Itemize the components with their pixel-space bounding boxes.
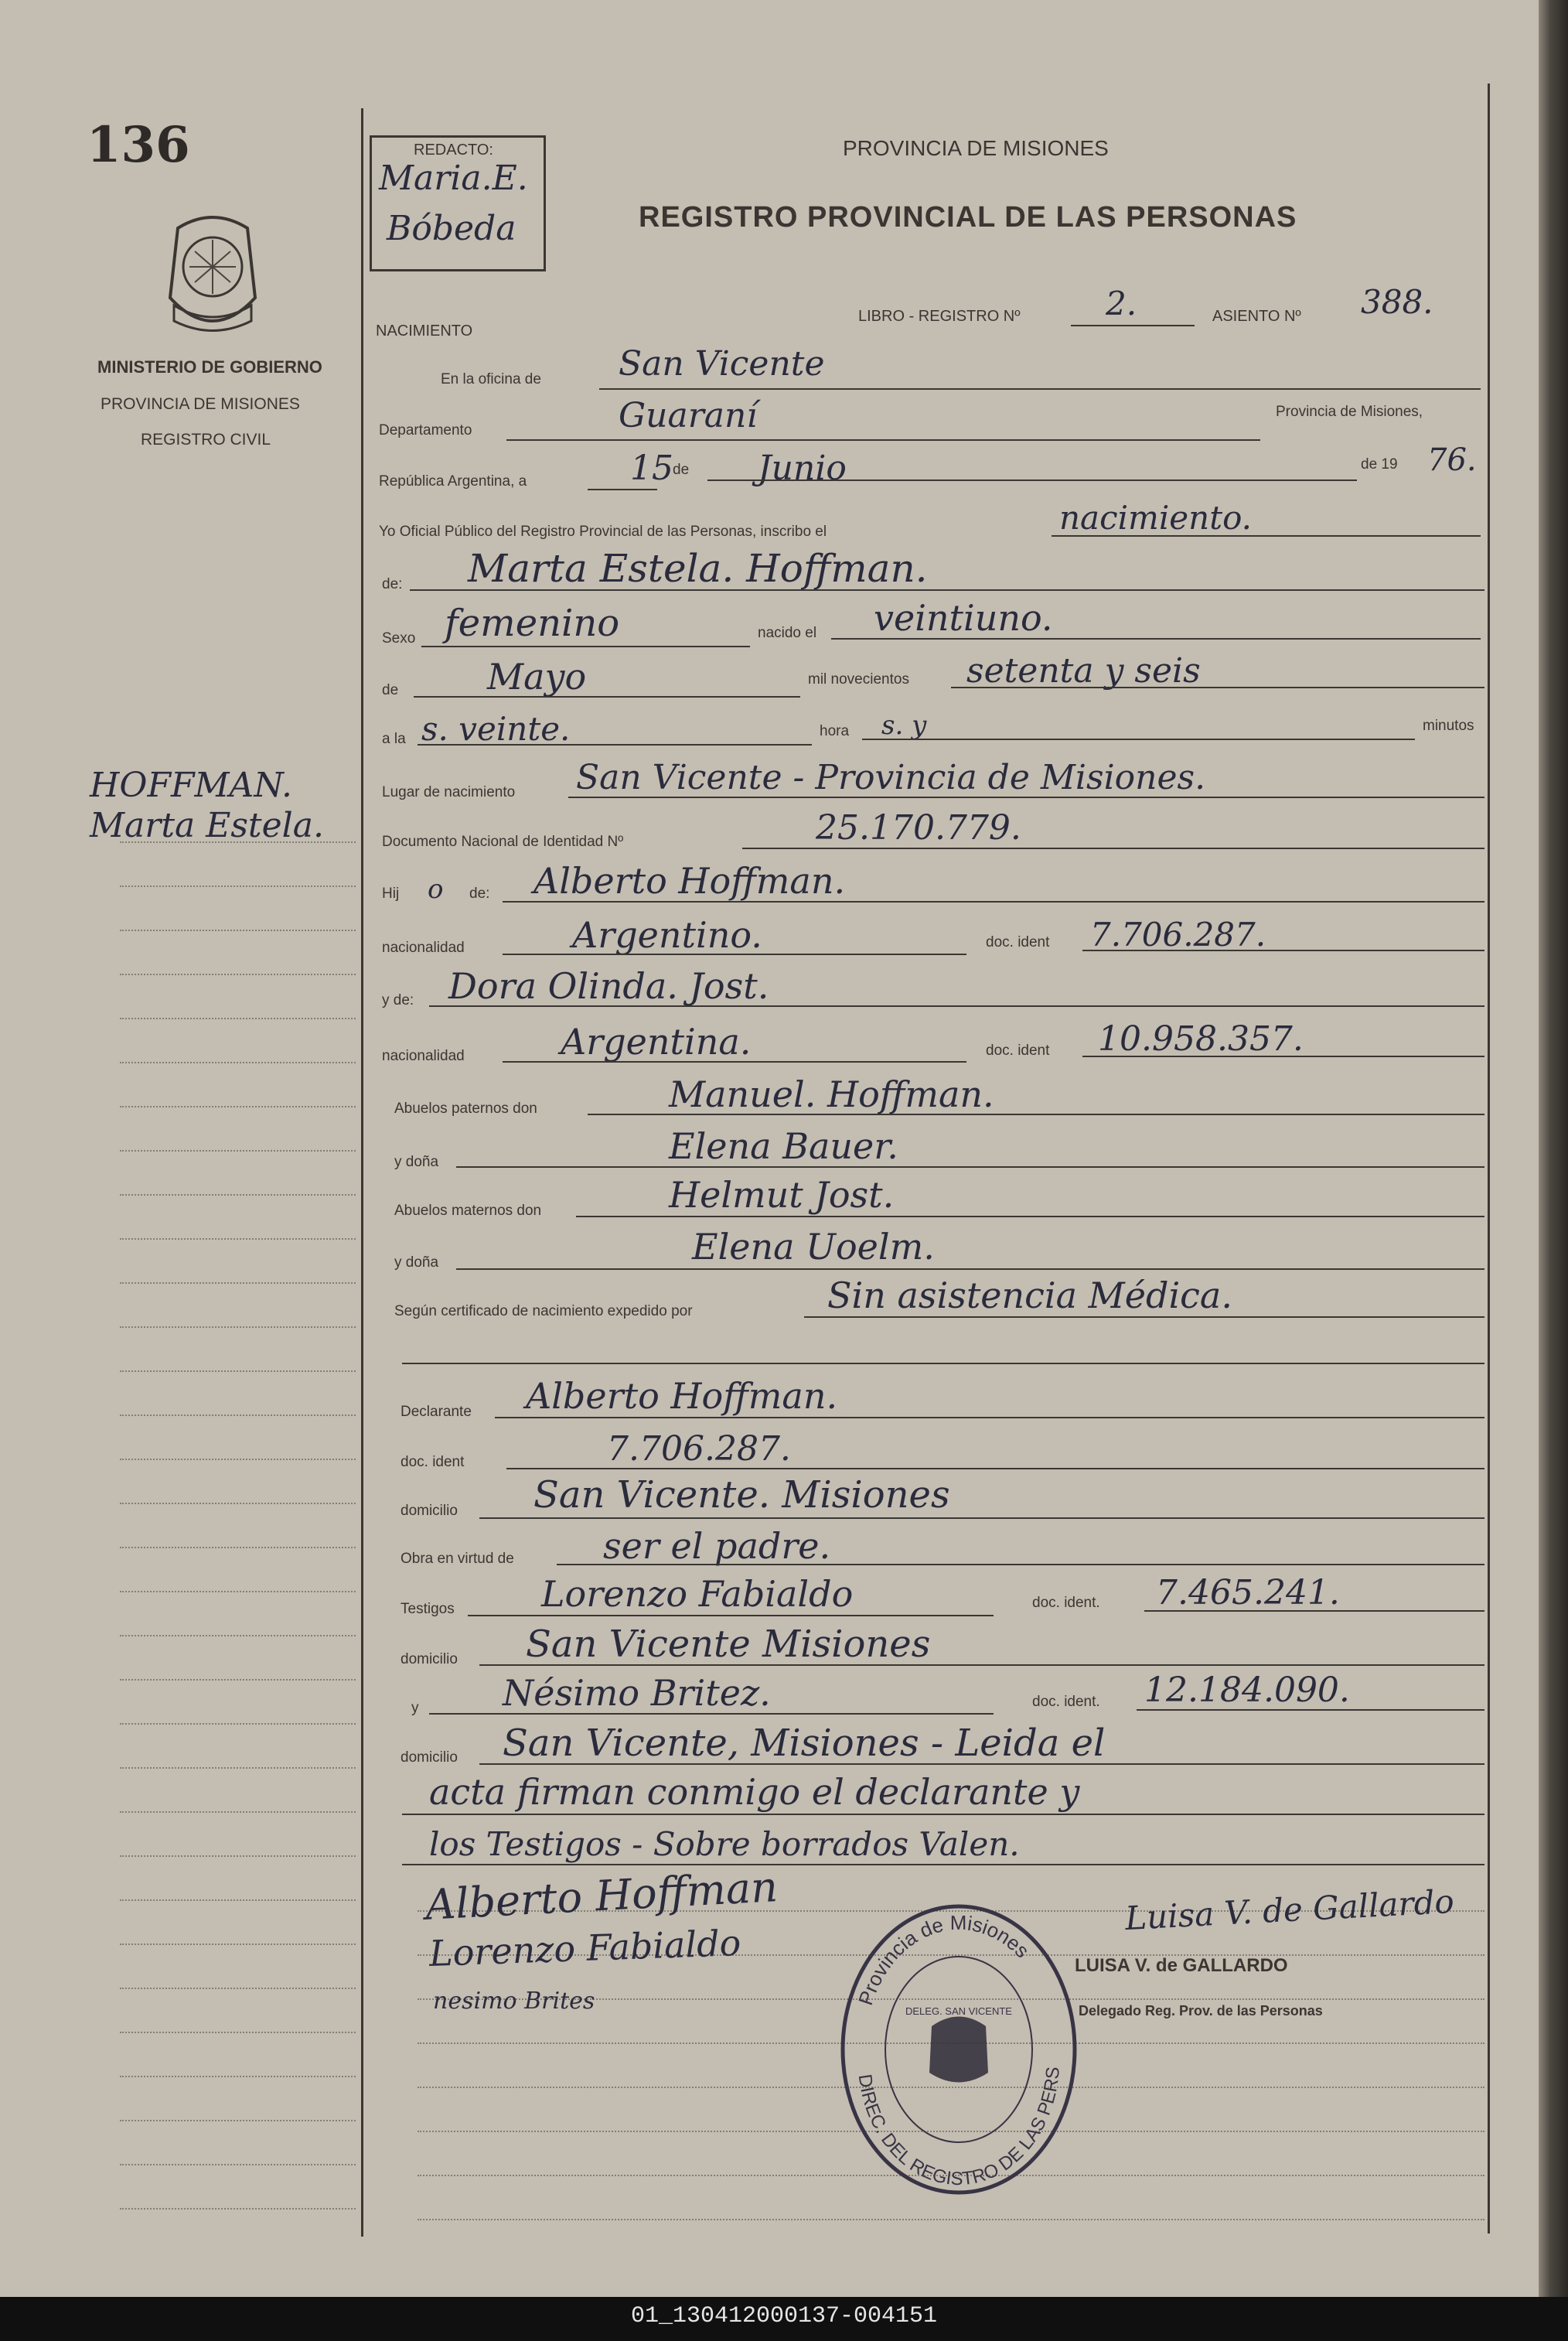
- margin-rule: [120, 1591, 356, 1592]
- declarante-doc-label: doc. ident: [401, 1454, 465, 1470]
- seal-text-inner: DELEG. SAN VICENTE: [905, 2005, 1012, 2017]
- obra-label: Obra en virtud de: [401, 1551, 514, 1567]
- lugar-label: Lugar de nacimiento: [382, 784, 516, 800]
- margin-rule: [120, 1326, 356, 1328]
- testigo-1-doc-value: 7.465.241.: [1156, 1573, 1340, 1612]
- margin-rule: [120, 1370, 356, 1372]
- margin-rule: [120, 2208, 356, 2210]
- hijo-label: Hij: [382, 886, 400, 902]
- margin-rule: [120, 1679, 356, 1681]
- margin-given-names: Marta Estela.: [90, 806, 324, 845]
- margin-rule: [120, 1635, 356, 1636]
- mes-nac-value: Mayo: [487, 656, 587, 698]
- margin-rule: [120, 2164, 356, 2165]
- a-las-value: s. veinte.: [421, 710, 571, 748]
- testigo-1-value: Lorenzo Fabialdo: [541, 1573, 854, 1615]
- seal-text-top: Provincia de Misiones: [854, 1910, 1035, 2008]
- testigo-2-value: Nésimo Britez.: [503, 1672, 771, 1714]
- sexo-label: Sexo: [382, 630, 416, 647]
- y-dona-1-label: y doña: [394, 1154, 439, 1170]
- nacionalidad-2-label: nacionalidad: [382, 1048, 465, 1064]
- margin-rule: [120, 1943, 356, 1945]
- margin-rule: [120, 1282, 356, 1284]
- de-label: de: [673, 462, 690, 478]
- declarante-doc-value: 7.706.287.: [607, 1429, 791, 1469]
- margin-rule: [120, 1238, 356, 1240]
- seal-text-bottom: DIREC. DEL REGISTRO DE LAS PERS: [854, 2066, 1064, 2190]
- certificado-label: Según certificado de nacimiento expedido por: [394, 1303, 693, 1319]
- domicilio-3-label: domicilio: [401, 1749, 458, 1766]
- testigo-2-doc-label: doc. ident.: [1032, 1694, 1100, 1710]
- footer-bar: [0, 2297, 1568, 2341]
- coat-of-arms-icon: [155, 213, 271, 344]
- dni-value: 25.170.779.: [816, 808, 1021, 848]
- de-nombre-label: de:: [382, 576, 403, 592]
- signature-declarante: Alberto Hoffman: [424, 1862, 779, 1930]
- page-edge: [1539, 0, 1568, 2297]
- libro-value: 2.: [1106, 285, 1137, 322]
- margin-rule: [120, 1414, 356, 1416]
- signature-testigo-1: Lorenzo Fabialdo: [428, 1921, 742, 1975]
- de-19-label: de 19: [1361, 456, 1398, 473]
- margin-rule: [120, 841, 356, 843]
- abuelos-paternos-value: Manuel. Hoffman.: [669, 1073, 994, 1115]
- page-number: 136: [87, 116, 190, 174]
- y-dona-2-label: y doña: [394, 1254, 439, 1271]
- signature-testigo-2: nesimo Brites: [433, 1988, 595, 2015]
- margin-rule: [120, 974, 356, 975]
- provincia-label: Provincia de Misiones,: [1276, 404, 1423, 420]
- domicilio-value: San Vicente. Misiones: [533, 1473, 950, 1517]
- doc-ident-1-value: 7.706.287.: [1090, 916, 1266, 954]
- oficina-label: En la oficina de: [441, 371, 541, 387]
- margin-rule: [120, 1811, 356, 1813]
- margin-rule: [120, 1018, 356, 1019]
- abuelos-maternos-label: Abuelos maternos don: [394, 1203, 542, 1219]
- departamento-value: Guaraní: [619, 396, 758, 435]
- anio-value: 76.: [1427, 442, 1477, 478]
- nacido-label: nacido el: [758, 625, 817, 641]
- margin-rule: [120, 2076, 356, 2077]
- nacido-value: veintiuno.: [874, 597, 1053, 639]
- margin-rule: [120, 930, 356, 931]
- section-label: NACIMIENTO: [376, 322, 473, 340]
- right-rule: [1488, 84, 1490, 2234]
- margin-rule: [120, 1899, 356, 1901]
- declarante-label: Declarante: [401, 1404, 472, 1420]
- lower-rule: [418, 2219, 1484, 2220]
- oficina-value: San Vicente: [619, 344, 825, 384]
- left-province-label: PROVINCIA DE MISIONES: [101, 395, 300, 413]
- doc-ident-2-label: doc. ident: [986, 1043, 1050, 1059]
- margin-rule: [120, 1855, 356, 1857]
- domicilio-2-value: San Vicente Misiones: [526, 1623, 931, 1666]
- declarante-value: Alberto Hoffman.: [526, 1375, 838, 1417]
- official-seal-icon: [835, 1891, 1082, 2204]
- domicilio-2-label: domicilio: [401, 1651, 458, 1667]
- abuelos-paternos-label: Abuelos paternos don: [394, 1101, 537, 1117]
- y-dona-1-value: Elena Bauer.: [669, 1125, 898, 1167]
- nacionalidad-2-value: Argentina.: [561, 1021, 752, 1063]
- margin-rule: [120, 2120, 356, 2121]
- anio-nac-value: setenta y seis: [966, 651, 1201, 691]
- obra-value: ser el padre.: [603, 1525, 831, 1567]
- certificado-value: Sin asistencia Médica.: [827, 1275, 1232, 1316]
- nacionalidad-1-value: Argentino.: [572, 914, 762, 956]
- asiento-label: ASIENTO Nº: [1212, 308, 1301, 325]
- dni-label: Documento Nacional de Identidad Nº: [382, 834, 624, 850]
- dia-value: 15: [630, 449, 673, 488]
- officer-title-stamp: Delegado Reg. Prov. de las Personas: [1079, 2003, 1323, 2019]
- margin-rule: [120, 1767, 356, 1769]
- officer-name-stamp: LUISA V. de GALLARDO: [1075, 1955, 1288, 1976]
- a-las-label: a la: [382, 731, 406, 747]
- closing-line-1: San Vicente, Misiones - Leida el: [503, 1722, 1106, 1765]
- hora-label: hora: [820, 723, 850, 739]
- nombre-value: Marta Estela. Hoffman.: [468, 546, 928, 591]
- libro-label: LIBRO - REGISTRO Nº: [858, 308, 1021, 325]
- domicilio-label: domicilio: [401, 1503, 458, 1519]
- minutos-label: minutos: [1423, 718, 1474, 734]
- testigos-label: Testigos: [401, 1601, 455, 1617]
- oficial-value: nacimiento.: [1059, 499, 1252, 537]
- margin-rule: [120, 1194, 356, 1196]
- hijo-de-label: de:: [469, 886, 490, 902]
- officer-signature: Luisa V. de Gallardo: [1124, 1882, 1455, 1938]
- closing-line-3: los Testigos - Sobre borrados Valen.: [429, 1825, 1020, 1863]
- margin-rule: [120, 1547, 356, 1548]
- margin-rule: [120, 2032, 356, 2033]
- registro-civil-label: REGISTRO CIVIL: [141, 431, 271, 449]
- asiento-value: 388.: [1361, 283, 1433, 321]
- margin-rule: [120, 886, 356, 887]
- testigo-1-doc-label: doc. ident.: [1032, 1595, 1100, 1611]
- margin-rule: [120, 1150, 356, 1152]
- abuelos-maternos-value: Helmut Jost.: [669, 1174, 895, 1216]
- padre-value: Alberto Hoffman.: [533, 860, 846, 902]
- mes-value: Junio: [758, 449, 847, 488]
- sexo-value: femenino: [445, 602, 620, 645]
- departamento-label: Departamento: [379, 422, 472, 439]
- mil-label: mil novecientos: [808, 671, 909, 688]
- province-heading: PROVINCIA DE MISIONES: [843, 136, 1109, 160]
- left-rule: [361, 108, 363, 2237]
- y-testigo-label: y: [411, 1700, 419, 1716]
- closing-line-2: acta firman conmigo el declarante y: [429, 1771, 1080, 1813]
- svg-text:Provincia de Misiones: [854, 1911, 1034, 2008]
- margin-rule: [120, 1723, 356, 1725]
- margin-rule: [120, 1106, 356, 1107]
- nacionalidad-1-label: nacionalidad: [382, 940, 465, 956]
- lugar-value: San Vicente - Provincia de Misiones.: [576, 758, 1206, 797]
- y-dona-2-value: Elena Uoelm.: [692, 1226, 935, 1268]
- madre-value: Dora Olinda. Jost.: [448, 965, 769, 1007]
- margin-surname: HOFFMAN.: [90, 766, 293, 805]
- hijo-letter: o: [428, 874, 444, 905]
- y-de-label: y de:: [382, 992, 414, 1008]
- margin-rule: [120, 1503, 356, 1504]
- testigo-2-doc-value: 12.184.090.: [1144, 1670, 1350, 1710]
- republica-label: República Argentina, a: [379, 473, 527, 490]
- redacto-label: REDACTO:: [414, 142, 493, 159]
- margin-rule: [120, 1062, 356, 1063]
- oficial-label: Yo Oficial Público del Registro Provincial de las Personas, inscribo el: [379, 524, 827, 540]
- doc-ident-2-value: 10.958.357.: [1098, 1019, 1304, 1059]
- footer-id: 01_130412000137-004151: [630, 2303, 938, 2329]
- de-mes-label: de: [382, 682, 399, 698]
- margin-rule: [120, 1459, 356, 1460]
- redacto-name-2: Bóbeda: [387, 209, 516, 248]
- ministry-label: MINISTERIO DE GOBIERNO: [97, 357, 322, 377]
- registry-title: REGISTRO PROVINCIAL DE LAS PERSONAS: [639, 201, 1297, 234]
- redacto-name-1: Maria.E.: [379, 159, 528, 198]
- hora-value: s. y: [881, 710, 927, 741]
- margin-rule: [120, 1988, 356, 1989]
- doc-ident-1-label: doc. ident: [986, 934, 1050, 950]
